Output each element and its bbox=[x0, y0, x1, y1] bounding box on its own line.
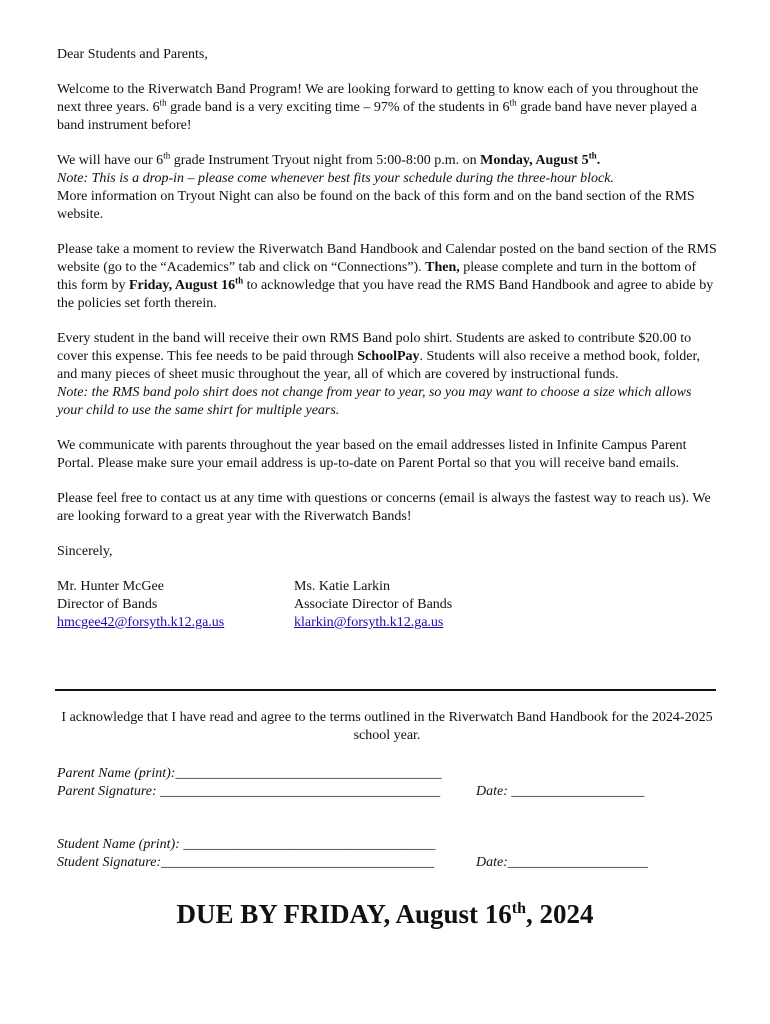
parent-signature-field[interactable]: Parent Signature: ________________________________________ bbox=[57, 784, 441, 799]
signature-block bbox=[57, 578, 717, 632]
signer-name: Ms. Katie Larkin bbox=[294, 579, 391, 594]
tryout-paragraph: We will have our 6th grade Instrument Tryout night from 5:00-8:00 p.m. on Monday, August 5th. Note: This is a drop-in – please come whenever best fits your schedule during the three-hour block. More information on Tryout Night can also be found on the back of this form and on the band section of the RMS website. bbox=[57, 150, 695, 222]
parent-date-field[interactable]: Date: ___________________ bbox=[476, 784, 645, 799]
signer-1 bbox=[57, 578, 294, 632]
polo-paragraph: Every student in the band will receive their own RMS Band polo shirt. Students are asked to contribute $20.00 to cover this expense. This fee needs to be paid through SchoolPay. Students will also receive a method book, folder, and many pieces of sheet music throughout the year, all of which are covered by instructional funds. Note: the RMS band polo shirt does not change from year to year, so you may want to choose a size which allows your child to use the same shirt for multiple years. bbox=[57, 331, 701, 418]
signer-email-link[interactable]: hmcgee42@forsyth.k12.ga.us bbox=[57, 615, 225, 630]
signer-title: Associate Director of Bands bbox=[294, 597, 453, 612]
letter bbox=[57, 46, 717, 632]
greeting: Dear Students and Parents, bbox=[57, 47, 208, 62]
student-name-field[interactable]: Student Name (print): ____________________________________ bbox=[57, 837, 436, 852]
email-paragraph: We communicate with parents throughout the year based on the email addresses listed in Infinite Campus Parent Portal. Please make sure your email address is up-to-date on Parent Portal so that you will receive band emails. bbox=[57, 438, 687, 471]
signer-2 bbox=[294, 578, 531, 632]
student-date-field[interactable]: Date:____________________ bbox=[476, 855, 648, 870]
handbook-paragraph: Please take a moment to review the Riverwatch Band Handbook and Calendar posted on the band section of the RMS website (go to the “Academics” tab and click on “Connections”). Then, please complete and turn in the bottom of this form by Friday, August 16th to acknowledge that you have read the RMS Band Handbook and agree to abide by the policies set forth therein. bbox=[57, 242, 717, 311]
student-signature-field[interactable]: Student Signature:_______________________________________ bbox=[57, 855, 435, 870]
tryout-note: Note: This is a drop-in – please come whenever best fits your schedule during the three-hour block. bbox=[57, 171, 614, 186]
polo-note: Note: the RMS band polo shirt does not change from year to year, so you may want to choose a size which allows your child to use the same shirt for multiple years. bbox=[57, 385, 692, 418]
signer-email-link[interactable]: klarkin@forsyth.k12.ga.us bbox=[294, 615, 444, 630]
divider bbox=[55, 689, 716, 691]
closing: Sincerely, bbox=[57, 544, 113, 559]
contact-paragraph: Please feel free to contact us at any time with questions or concerns (email is always the fastest way to reach us). We are looking forward to a great year with the Riverwatch Bands! bbox=[57, 491, 711, 524]
welcome-paragraph: Welcome to the Riverwatch Band Program! We are looking forward to getting to know each of you throughout the next three years. 6th grade band is a very exciting time – 97% of the students in 6th grade band have never played a band instrument before! bbox=[57, 82, 699, 133]
due-date-heading: DUE BY FRIDAY, August 16th, 2024 bbox=[176, 899, 594, 929]
acknowledgement: I acknowledge that I have read and agree to the terms outlined in the Riverwatch Band Handbook for the 2024-2025 school year. bbox=[61, 710, 713, 743]
parent-name-field[interactable]: Parent Name (print):______________________________________ bbox=[57, 766, 442, 781]
signer-name: Mr. Hunter McGee bbox=[57, 579, 164, 594]
signer-title: Director of Bands bbox=[57, 597, 158, 612]
